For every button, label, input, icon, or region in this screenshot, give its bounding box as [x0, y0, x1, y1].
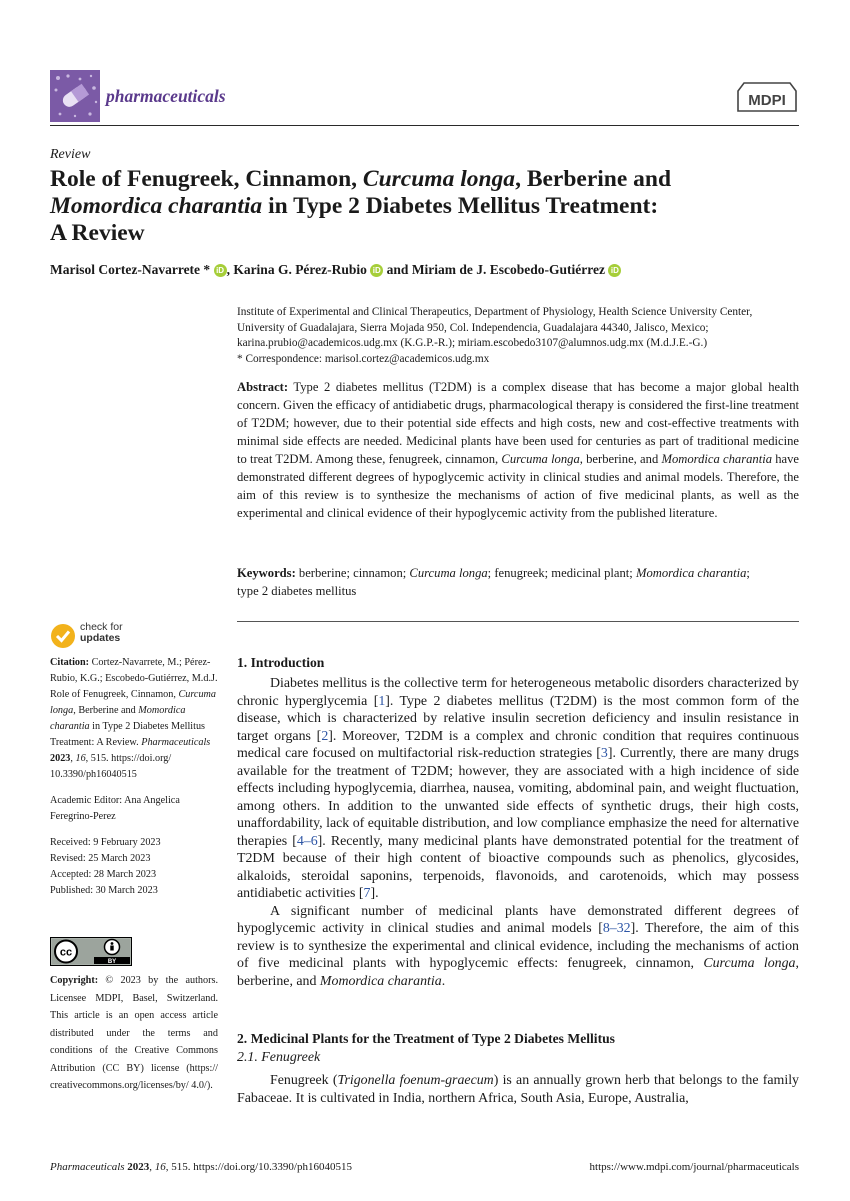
header-divider: [50, 125, 799, 126]
section-heading-introduction: 1. Introduction: [237, 655, 325, 670]
svg-text:MDPI: MDPI: [748, 92, 786, 109]
academic-editor: Academic Editor: Ana Angelica Feregrino-Perez: [50, 795, 180, 822]
section-heading-medicinal-plants: 2. Medicinal Plants for the Treatment of Type 2 Diabetes Mellitus: [237, 1031, 615, 1046]
affiliation-block: Institute of Experimental and Clinical Therapeutics, Department of Physiology, Health Science University Center, University of Guadalajara, Sierra Mojada 950, Col. Independencia, Guadalajara 44340, Jalisco, Mexico; karina.prubio@academicos.udg.mx (K.G.P.-R.); miriam.escobedo3107@alumnos.udg.mx (M.d.J.E.-G.) * Correspondence: marisol.cortez@academicos.udg.mx: [237, 305, 802, 367]
paragraph: A significant number of medicinal plants have demonstrated different degrees of hypoglycemic activity in clinical studies and animal models [8–32]. Therefore, the aim of this review is to synthesize the experimental and clinical evidence, including the mechanisms of action of five medicinal plants with hypoglycemic effects: fenugreek, cinnamon, Curcuma longa, berberine, and Momordica charantia.: [237, 903, 799, 989]
article-title: Role of Fenugreek, Cinnamon, Curcuma longa, Berberine and Momordica charantia in Type 2 Diabetes Mellitus Treatment: A Review: [50, 166, 672, 246]
footer-citation: Pharmaceuticals 2023, 16, 515. https://doi.org/10.3390/ph16040515: [50, 1161, 352, 1173]
subsection-heading-fenugreek: 2.1. Fenugreek: [237, 1050, 321, 1065]
orcid-icon[interactable]: iD: [608, 264, 621, 277]
author-list: [50, 262, 810, 278]
citation-link[interactable]: 1: [378, 693, 386, 709]
sidebar-metadata: [50, 655, 218, 899]
cc-by-license-badge[interactable]: [50, 937, 132, 966]
date-received: Received: 9 February 2023: [50, 837, 161, 848]
citation-link[interactable]: 3: [600, 746, 608, 761]
author-name[interactable]: Marisol Cortez-Navarrete *: [50, 262, 211, 277]
date-published: Published: 30 March 2023: [50, 885, 158, 896]
citation-link[interactable]: 2: [321, 728, 329, 744]
fenugreek-body: [237, 1072, 799, 1107]
abstract-divider: [237, 621, 799, 622]
citation-link[interactable]: 8–32: [602, 921, 631, 936]
abstract: Abstract: Type 2 diabetes mellitus (T2DM) is a complex disease that has become a major global health concern. Given the efficacy of antidiabetic drugs, pharmacological therapy is considered the first-line treatment of T2DM; however, due to their potential side effects and high costs, new and cost-effective treatments with minimal side effects are needed. Medicinal plants have been used for centuries as part of traditional medicine to treat T2DM. Among these, fenugreek, cinnamon, Curcuma longa, berberine, and Momordica charantia have demonstrated different degrees of hypoglycemic activity in clinical studies and animal models. Therefore, the aim of this review is to synthesize the mechanisms of action of five medicinal plants, as well as the experimental and clinical evidence of their hypoglycemic activity from the published literature.: [237, 380, 800, 520]
citation-link[interactable]: 4–6: [296, 833, 318, 849]
introduction-body: [237, 675, 799, 990]
journal-name: pharmaceuticals: [106, 86, 226, 106]
svg-text:BY: BY: [107, 959, 117, 965]
mdpi-logo: [736, 79, 798, 115]
orcid-icon[interactable]: iD: [214, 264, 227, 277]
date-revised: Revised: 25 March 2023: [50, 853, 151, 864]
date-accepted: Accepted: 28 March 2023: [50, 869, 157, 880]
citation-link[interactable]: 7: [363, 886, 371, 901]
check-updates-icon: [50, 623, 76, 649]
svg-text:cc: cc: [59, 946, 73, 959]
article-type: Review: [50, 147, 91, 162]
footer-journal-url[interactable]: https://www.mdpi.com/journal/pharmaceuticals: [589, 1161, 799, 1173]
journal-logo: [50, 70, 100, 122]
copyright-notice: Copyright: © 2023 by the authors. Licensee MDPI, Basel, Switzerland. This article is an open access article distributed under the terms and conditions of the Creative Commons Attribution (CC BY) license (https:// creativecommons.org/licenses/by/ 4.0/).: [50, 975, 218, 1091]
citation: Citation: Cortez-Navarrete, M.; Pérez-Rubio, K.G.; Escobedo-Gutiérrez, M.d.J. Role of Fenugreek, Cinnamon, Curcuma longa, Berberine and Momordica charantia in Type 2 Diabetes Mellitus Treatment: A Review. Pharmaceuticals 2023, 16, 515. https://doi.org/ 10.3390/ph16040515: [50, 657, 218, 780]
paragraph: Diabetes mellitus is the collective term for heterogeneous metabolic disorders characterized by chronic hyperglycemia [1]. Type 2 diabetes mellitus (T2DM) is the most common form of the disease, which is characterized by relative insulin secretion deficiency and insulin resistance in target organs [2]. Moreover, T2DM is a complex and chronic condition that requires continuous medical care focused on multifactorial risk-reduction strategies [3]. Currently, there are many drugs available for the treatment of T2DM; however, they are associated with a high incidence of side effects including hypoglycemia, diarrhea, nausea, vomiting, abdominal pain, and weight fluctuation, among others. In addition to the unwanted side effects of synthetic drugs, their high costs, unaffordability, lack of equitable distribution, and low compliance emphasize the need for alternative therapies [4–6]. Recently, many medicinal plants have demonstrated potential for the treatment of T2DM because of their high content of bioactive compounds such as phenolics, glycosides, alkaloids, steroidal saponins, terpenoids, flavonoids, and carotenoids, which may possess antidiabetic activities [7].: [237, 676, 799, 901]
author-name[interactable]: , Karina G. Pérez-Rubio: [226, 262, 367, 277]
orcid-icon[interactable]: iD: [370, 264, 383, 277]
paragraph: Fenugreek (Trigonella foenum-graecum) is an annually grown herb that belongs to the family Fabaceae. It is cultivated in India, northern Africa, South Asia, Europe, Australia,: [237, 1073, 800, 1106]
check-for-updates-button[interactable]: check for updates: [50, 621, 150, 651]
keywords: Keywords: berberine; cinnamon; Curcuma longa; fenugreek; medicinal plant; Momordica charantia; type 2 diabetes mellitus: [237, 566, 750, 598]
author-name[interactable]: and Miriam de J. Escobedo-Gutiérrez: [383, 262, 606, 277]
correspondence: * Correspondence: marisol.cortez@academicos.udg.mx: [237, 352, 490, 365]
